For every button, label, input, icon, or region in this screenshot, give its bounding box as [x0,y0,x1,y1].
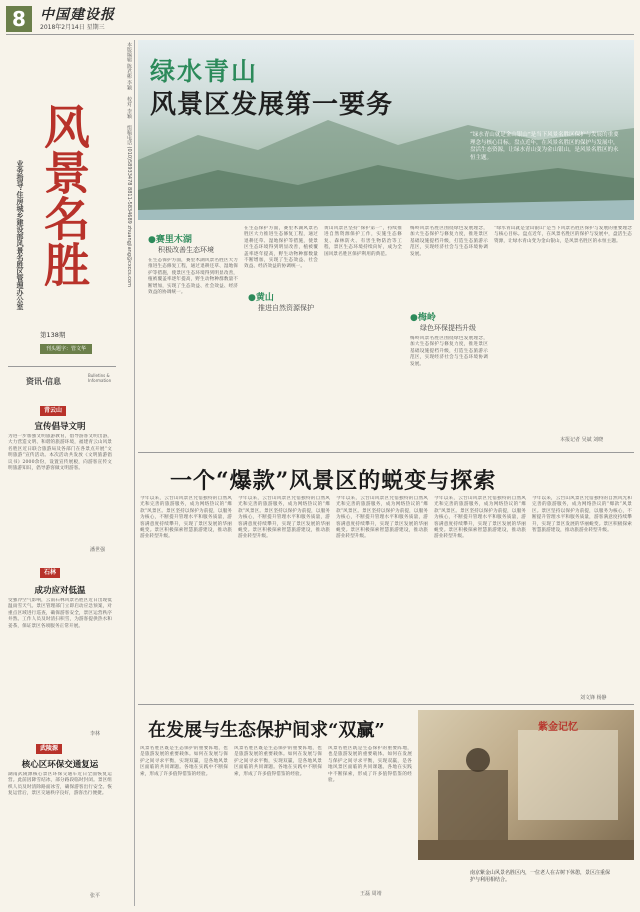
hero-quote: “绿水青山就是金山银山”是当下风景名胜区保护与发展的重要理念与核心目标。盘点近年，在风景名胜区的保护与发展中，盘活生态资源，让绿水青山变为金山银山，是风景名胜区的永恒主题。 [470,132,619,161]
editor-credits [118,42,132,302]
news-tag-3: 武陵源 [36,744,62,754]
hero-title-line1: 绿水青山 [150,57,259,86]
editor-note: 刊头题字：管文华 [40,344,92,354]
section-body-3: 梅岭风景名胜区围绕绿色发展理念，加大生态保护与修复力度，推进景区基础设施提档升级，打造生态旅游示范区，实现经济社会与生态环境协调发展。 [410,336,488,367]
section-head-1: ●赛里木湖 [148,235,192,245]
article1-rule [138,452,634,453]
section-head-3: ●梅岭 [410,313,436,323]
photo-caption: 南京紫金山风景名胜区内，一位老人在古树下休憩，景区注重保护与利用相结合。 [470,870,611,883]
news-body-2: 受强冷空气影响，云南石林风景名胜区近日出现低温雨雪天气。景区管理部门立即启动应急预案，对重点区域进行巡查，确保游客安全，景区运营秩序井然。工作人员及时清扫积雪，为游客提供热水和姜茶，保证景区各项服务正常开展。 [8,598,112,629]
section-body-3a: 梅岭风景名胜区围绕绿色发展理念，加大生态保护与修复力度，推进景区基础设施提档升级，打造生态旅游示范区，实现经济社会与生态环境协调发展。 [410,226,488,257]
article2-byline: 刘文锋 杨静 [580,695,607,701]
photo-sign: 紫金记忆 [538,722,578,733]
news-title-1: 宣传倡导文明 [34,422,86,432]
article2-col-1: 今年以来，云台山风景区凭借独特的自然风光和完善的旅游服务，成为网络热议的“爆款”风景区。景区坚持以保护为前提，以服务为核心，不断提升管理水平和服务质量，游客满意度持续攀升，实现了景区发展的华丽蜕变。景区积极探索智慧旅游建设，推动旅游业转型升级。 [140,496,232,540]
news-title-2: 成功应对低温 [34,586,86,596]
article2-col-3: 今年以来，云台山风景区凭借独特的自然风光和完善的旅游服务，成为网络热议的“爆款”风景区。景区坚持以保护为前提，以服务为核心，不断提升管理水平和服务质量，游客满意度持续攀升，实现了景区发展的华丽蜕变。景区积极探索智慧旅游建设，推动旅游业转型升级。 [336,496,428,540]
article2-rule [138,704,634,705]
column-title: 风景名胜 [37,103,91,287]
masthead-rule [6,34,634,35]
hero-title-line2: 风景区发展第一要务 [150,90,394,120]
paper-logo: 中国建设报 [40,7,115,23]
editor-line-2: 校对 李颖 [126,96,132,119]
article2-title: 一个“爆款”风景区的蜕变与探索 [170,468,497,494]
column-subtitle: 业务指导·住房城乡建设部风景名胜区管理办公室 [16,160,24,310]
news-title-3: 核心区环保交通复运 [21,760,99,770]
article3-title: 在发展与生态保护间求“双赢” [148,720,385,741]
article3-col-3: 风景名胜区既是生态保护的重要阵地，也是旅游发展的重要载体。如何在发展与保护之间寻求平衡，实现双赢，是各地风景区面临的共同课题。各地在实践中不断探索，形成了许多值得借鉴的经验。 [328,746,412,784]
editor-line-3: 组稿电话 (010)58933478 8811-5834689 zhuangjiang@cxccs.com [126,124,132,287]
news-tag-1: 青云山 [40,406,66,416]
article1-byline: 本报记者 吴斌 刘晓 [560,437,604,443]
article1-col-2: 在生态保护方面，赛里木湖风景名胜区大力推进生态修复工程，通过退耕还草、湿地保护等措施，使景区生态环境得到明显改善，植被覆盖率逐年提高，野生动物种群数量不断增加，实现了生态效益、社会效益、经济效益的协调统一。 [244,226,318,270]
section-sub-2: 推进自然资源保护 [258,304,314,312]
news-byline-1: 潘世强 [90,547,106,553]
info-header: 资讯·信息 [26,377,62,386]
article3-photo-illustration [418,710,634,860]
news-byline-3: 张平 [90,893,101,899]
news-byline-2: 李林 [90,731,101,737]
section-body-1: 在生态保护方面，赛里木湖风景名胜区大力推进生态修复工程，通过退耕还草、湿地保护等措施，使景区生态环境得到明显改善，植被覆盖率逐年提高，野生动物种群数量不断增加，实现了生态效益、社会效益、经济效益的协调统一。 [148,258,238,296]
paper-date: 2018年2月14日 星期三 [40,24,105,31]
article3-col-2: 风景名胜区既是生态保护的重要阵地，也是旅游发展的重要载体。如何在发展与保护之间寻求平衡，实现双赢，是各地风景区面临的共同课题。各地在实践中不断探索，形成了许多值得借鉴的经验。 [234,746,322,777]
info-english: Bulletins & Information [88,373,112,383]
page-number: 8 [6,6,32,32]
article2-col-4: 今年以来，云台山风景区凭借独特的自然风光和完善的旅游服务，成为网络热议的“爆款”风景区。景区坚持以保护为前提，以服务为核心，不断提升管理水平和服务质量，游客满意度持续攀升，实现了景区发展的华丽蜕变。景区积极探索智慧旅游建设，推动旅游业转型升级。 [434,496,526,540]
issue-number: 第138期 [40,331,66,339]
article2-col-5: 今年以来，云台山风景区凭借独特的自然风光和完善的旅游服务，成为网络热议的“爆款”风景区。景区坚持以保护为前提，以服务为核心，不断提升管理水平和服务质量，游客满意度持续攀升，实现了景区发展的华丽蜕变。景区积极探索智慧旅游建设，推动旅游业转型升级。 [532,496,632,534]
section-sub-1: 积极改善生态环境 [158,246,214,254]
article1-col-5: “绿水青山就是金山银山”是当下风景名胜区保护与发展的重要理念与核心目标。盘点近年，在风景名胜区的保护与发展中，盘活生态资源，让绿水青山变为金山银山，是风景名胜区的永恒主题。 [494,226,632,244]
column-divider [134,40,135,906]
section-head-2: ●黄山 [248,293,274,303]
article3-byline: 王磊 周靖 [360,891,382,897]
editor-line-1: 本版编辑 陈君彬 李颖 [126,42,132,91]
section-body-2: 黄山风景区坚持“保护第一”，持续推进自然资源保护工作，实施生态修复、森林防火、有害生物防治等工程，景区生态环境持续向好，成为全国风景名胜区保护利用的典范。 [324,226,402,257]
left-rule [8,366,116,367]
section-sub-3: 绿色环保提档升级 [420,324,476,332]
news-body-1: 为进一步加强文明旅游教育，倡导游客文明出游，大力营造文明、和谐的旅游环境，福建青云山风景名胜区近日联合旅游局及各部门在各景点开展“文明旅游”宣传活动。本次活动共发放《文明旅游倡议书》2000余份，设置宣传展板，向游客宣传文明旅游知识，倡导游客做文明游客。 [8,434,112,472]
article3-col-1: 风景名胜区既是生态保护的重要阵地，也是旅游发展的重要载体。如何在发展与保护之间寻求平衡，实现双赢，是各地风景区面临的共同课题。各地在实践中不断探索，形成了许多值得借鉴的经验。 [140,746,228,777]
article2-col-2: 今年以来，云台山风景区凭借独特的自然风光和完善的旅游服务，成为网络热议的“爆款”风景区。景区坚持以保护为前提，以服务为核心，不断提升管理水平和服务质量，游客满意度持续攀升，实现了景区发展的华丽蜕变。景区积极探索智慧旅游建设，推动旅游业转型升级。 [238,496,330,540]
article3-photo [418,710,634,860]
news-body-3: 湖南武陵源核心景区环保交通车近日全面恢复运营。此前因降雪结冰，部分路段临时封闭。景区组织人员及时清除路面冰雪，确保游客出行安全。恢复运营后，景区交通秩序良好，游客出行便捷。 [8,772,112,797]
news-tag-2: 石林 [40,568,60,578]
